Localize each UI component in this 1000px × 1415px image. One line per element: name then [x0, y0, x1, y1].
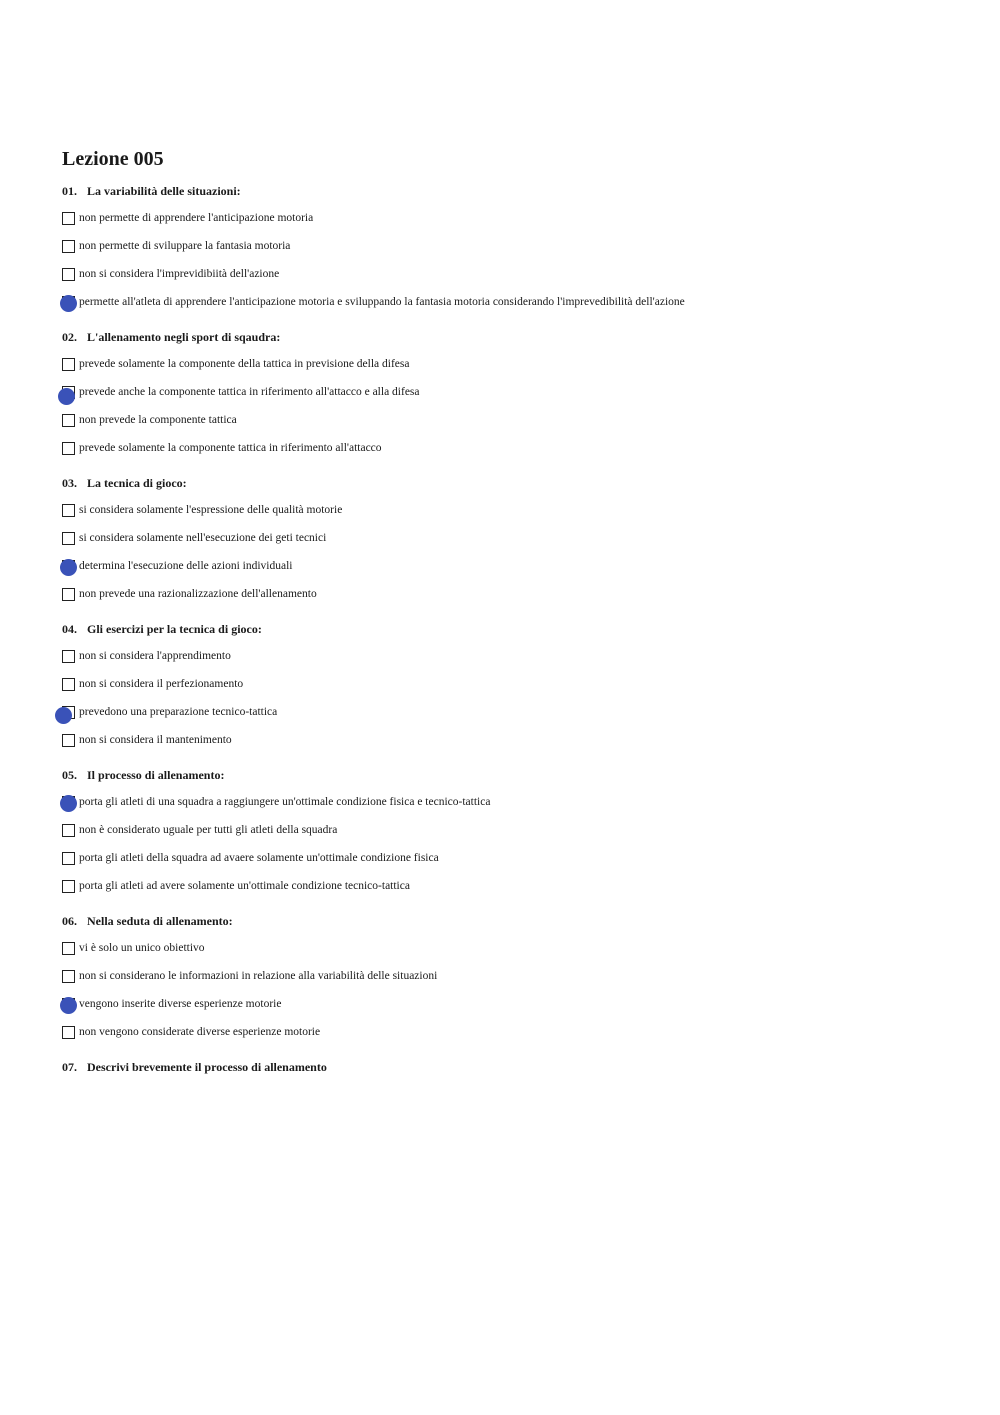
answer-checkbox[interactable] — [62, 240, 75, 253]
answer-option[interactable] — [62, 558, 962, 575]
answer-checkbox[interactable] — [62, 504, 75, 517]
answer-option[interactable] — [62, 794, 962, 811]
question-number: 05. — [62, 768, 77, 782]
answer-checkbox[interactable] — [62, 942, 75, 955]
answer-text: prevede anche la componente tattica in riferimento all'attacco e alla difesa — [79, 386, 420, 398]
answer-option[interactable] — [62, 850, 962, 867]
page-title: Lezione 005 — [62, 148, 164, 170]
question-heading — [62, 183, 962, 199]
question-number: 07. — [62, 1060, 77, 1074]
answer-checkbox[interactable] — [62, 678, 75, 691]
answer-option[interactable] — [62, 412, 962, 429]
answer-text: non prevede la componente tattica — [79, 414, 237, 426]
answer-text: non permette di sviluppare la fantasia motoria — [79, 240, 291, 252]
question-text: Gli esercizi per la tecnica di gioco: — [87, 622, 262, 636]
answer-option[interactable] — [62, 266, 962, 283]
answer-option[interactable] — [62, 530, 962, 547]
answer-checkbox[interactable] — [62, 734, 75, 747]
answer-checkbox[interactable] — [62, 532, 75, 545]
question-heading — [62, 475, 962, 491]
answer-option[interactable] — [62, 676, 962, 693]
answer-text: porta gli atleti ad avere solamente un'ottimale condizione tecnico-tattica — [79, 880, 410, 892]
answer-checkbox[interactable] — [62, 650, 75, 663]
answer-text: non si considera l'imprevidibiità dell'azione — [79, 268, 280, 280]
answer-text: non è considerato uguale per tutti gli atleti della squadra — [79, 824, 338, 836]
answer-option[interactable] — [62, 704, 962, 721]
answer-text: non si considera il perfezionamento — [79, 678, 244, 690]
question-4 — [62, 621, 962, 749]
question-number: 03. — [62, 476, 77, 490]
answer-option[interactable] — [62, 210, 962, 227]
question-text: Descrivi brevemente il processo di allenamento — [87, 1060, 327, 1074]
answer-text: non si considera il mantenimento — [79, 734, 232, 746]
question-number: 06. — [62, 914, 77, 928]
answer-text: porta gli atleti di una squadra a raggiungere un'ottimale condizione fisica e tecnico-tattica — [79, 796, 491, 808]
answer-checkbox[interactable] — [62, 852, 75, 865]
answer-checkbox[interactable] — [62, 970, 75, 983]
answer-checkbox[interactable] — [62, 414, 75, 427]
answer-text: vi è solo un unico obiettivo — [79, 942, 205, 954]
selected-answer-marker — [55, 707, 72, 724]
answer-option[interactable] — [62, 878, 962, 895]
answer-checkbox[interactable] — [62, 442, 75, 455]
question-number: 02. — [62, 330, 77, 344]
answer-option[interactable] — [62, 732, 962, 749]
answer-text: determina l'esecuzione delle azioni individuali — [79, 560, 293, 572]
answer-option[interactable] — [62, 1024, 962, 1041]
answer-checkbox[interactable] — [62, 268, 75, 281]
answer-option[interactable] — [62, 648, 962, 665]
question-text: L'allenamento negli sport di sqaudra: — [87, 330, 281, 344]
answer-checkbox[interactable] — [62, 358, 75, 371]
answer-checkbox[interactable] — [62, 588, 75, 601]
question-text: Il processo di allenamento: — [87, 768, 225, 782]
answer-text: non si considerano le informazioni in relazione alla variabilità delle situazioni — [79, 970, 438, 982]
question-7 — [62, 1059, 962, 1075]
question-heading — [62, 767, 962, 783]
answer-text: si considera solamente nell'esecuzione dei geti tecnici — [79, 532, 327, 544]
answer-option[interactable] — [62, 502, 962, 519]
question-2 — [62, 329, 962, 457]
question-1 — [62, 183, 962, 311]
question-list — [62, 183, 962, 1075]
answer-text: prevede solamente la componente della tattica in previsione della difesa — [79, 358, 410, 370]
question-3 — [62, 475, 962, 603]
answer-checkbox[interactable] — [62, 1026, 75, 1039]
answer-text: permette all'atleta di apprendere l'anticipazione motoria e sviluppando la fantasia motoria considerando l'imprevedibilità dell'azione — [79, 296, 685, 308]
answer-option[interactable] — [62, 968, 962, 985]
answer-text: non si considera l'apprendimento — [79, 650, 231, 662]
answer-text: porta gli atleti della squadra ad avaere solamente un'ottimale condizione fisica — [79, 852, 439, 864]
question-heading — [62, 913, 962, 929]
answer-option[interactable] — [62, 940, 962, 957]
answer-text: prevedono una preparazione tecnico-tattica — [79, 706, 278, 718]
answer-option[interactable] — [62, 384, 962, 401]
question-heading — [62, 1059, 962, 1075]
answer-checkbox[interactable] — [62, 824, 75, 837]
answer-text: non permette di apprendere l'anticipazione motoria — [79, 212, 314, 224]
question-heading — [62, 621, 962, 637]
answer-option[interactable] — [62, 294, 962, 311]
answer-text: non prevede una razionalizzazione dell'allenamento — [79, 588, 317, 600]
question-text: La tecnica di gioco: — [87, 476, 187, 490]
answer-option[interactable] — [62, 238, 962, 255]
answer-text: vengono inserite diverse esperienze motorie — [79, 998, 282, 1010]
question-number: 01. — [62, 184, 77, 198]
answer-option[interactable] — [62, 356, 962, 373]
question-number: 04. — [62, 622, 77, 636]
question-6 — [62, 913, 962, 1041]
answer-checkbox[interactable] — [62, 212, 75, 225]
question-text: Nella seduta di allenamento: — [87, 914, 233, 928]
answer-text: non vengono considerate diverse esperienze motorie — [79, 1026, 321, 1038]
answer-option[interactable] — [62, 822, 962, 839]
answer-text: prevede solamente la componente tattica in riferimento all'attacco — [79, 442, 382, 454]
document-page — [62, 146, 962, 1093]
selected-answer-marker — [60, 559, 77, 576]
selected-answer-marker — [60, 295, 77, 312]
question-5 — [62, 767, 962, 895]
selected-answer-marker — [58, 388, 75, 405]
answer-option[interactable] — [62, 440, 962, 457]
selected-answer-marker — [60, 997, 77, 1014]
selected-answer-marker — [60, 795, 77, 812]
answer-text: si considera solamente l'espressione delle qualità motorie — [79, 504, 343, 516]
question-text: La variabilità delle situazioni: — [87, 184, 241, 198]
answer-checkbox[interactable] — [62, 880, 75, 893]
answer-option[interactable] — [62, 996, 962, 1013]
answer-option[interactable] — [62, 586, 962, 603]
question-heading — [62, 329, 962, 345]
